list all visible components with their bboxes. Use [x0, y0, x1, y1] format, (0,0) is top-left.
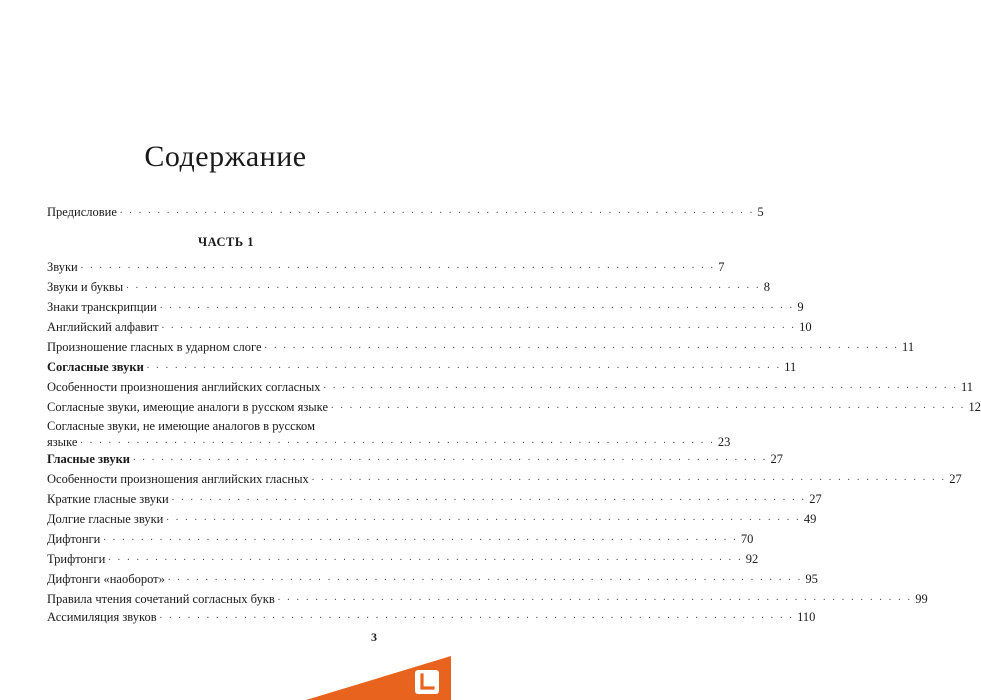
- toc-leader-dots: . . . . . . . . . . . . . . . . . . . . . . . . . . . . . . . . . . . . . . . . . . . . . . . . . . . . . . . . . . . . . . . . . . . .: [166, 512, 801, 523]
- toc-leader-dots: . . . . . . . . . . . . . . . . . . . . . . . . . . . . . . . . . . . . . . . . . . . . . . . . . . . . . . . . . . . . . . . . . . . .: [80, 435, 715, 446]
- toc-entry-label: Согласные звуки: [47, 360, 144, 374]
- toc-leader-dots: . . . . . . . . . . . . . . . . . . . . . . . . . . . . . . . . . . . . . . . . . . . . . . . . . . . . . . . . . . . . . . . . . . . .: [80, 260, 716, 271]
- toc-entry-page: 27: [949, 472, 962, 486]
- toc-entry-label: Согласные звуки, имеющие аналоги в русском языке: [47, 400, 328, 414]
- toc-entry-page: 49: [803, 512, 817, 526]
- toc-entry-page: 95: [805, 572, 818, 586]
- toc-entry-label: Произношение гласных в ударном слоге: [47, 340, 262, 354]
- toc-entry-label: Согласные звуки, не имеющие аналогов в русском: [47, 419, 315, 433]
- toc-entry-page: 8: [763, 280, 770, 294]
- toc-leader-dots: . . . . . . . . . . . . . . . . . . . . . . . . . . . . . . . . . . . . . . . . . . . . . . . . . . . . . . . . . . . . . . . . . . . .: [264, 340, 900, 351]
- toc-entry-label: Особенности произношения английских гласных: [47, 472, 309, 486]
- toc-entry[interactable]: [47, 299, 804, 315]
- toc-entry[interactable]: [47, 531, 754, 547]
- toc-leader-dots: . . . . . . . . . . . . . . . . . . . . . . . . . . . . . . . . . . . . . . . . . . . . . . . . . . . . . . . . . . . . . . . . . . . .: [103, 532, 738, 543]
- toc-entry-page: 9: [797, 300, 804, 314]
- toc-leader-dots: . . . . . . . . . . . . . . . . . . . . . . . . . . . . . . . . . . . . . . . . . . . . . . . . . . . . . . . . . . . . . . . . . . . .: [171, 492, 807, 503]
- toc-entry-label: Звуки и буквы: [47, 280, 124, 294]
- toc-entry[interactable]: [47, 551, 759, 567]
- toc-entry-label: Краткие гласные звуки: [47, 492, 169, 506]
- toc-entry-label: Знаки транскрипции: [47, 300, 157, 314]
- toc-entry-label: Правила чтения сочетаний согласных букв: [47, 592, 275, 606]
- toc-leader-dots: . . . . . . . . . . . . . . . . . . . . . . . . . . . . . . . . . . . . . . . . . . . . . . . . . . . . . . . . . . . . . . . . . . . .: [161, 320, 797, 331]
- toc-entry[interactable]: [47, 471, 962, 487]
- toc-entry-label: Дифтонги: [47, 532, 101, 546]
- toc-entry-page: 27: [770, 452, 783, 466]
- toc-leader-dots: . . . . . . . . . . . . . . . . . . . . . . . . . . . . . . . . . . . . . . . . . . . . . . . . . . . . . . . . . . . . . . . . . . . .: [167, 572, 803, 583]
- toc-entry-intro[interactable]: [47, 204, 764, 220]
- toc-entry[interactable]: [47, 319, 812, 335]
- toc-entry-label: Особенности произношения английских согласных: [47, 380, 321, 394]
- toc-entry-page: 110: [797, 610, 816, 624]
- toc-entry-label: Звуки: [47, 260, 78, 274]
- toc-leader-dots: . . . . . . . . . . . . . . . . . . . . . . . . . . . . . . . . . . . . . . . . . . . . . . . . . . . . . . . . . . . . . . . . . . . .: [277, 592, 913, 603]
- toc-entry-label: Английский алфавит: [47, 320, 159, 334]
- toc-entry-page: 92: [745, 552, 759, 566]
- toc-entry[interactable]: [47, 511, 817, 527]
- page-title: Содержание: [144, 140, 307, 173]
- toc-entry[interactable]: [47, 418, 731, 450]
- toc-entry-page: 10: [799, 320, 812, 334]
- toc-entry-label-continued: языке: [47, 435, 78, 449]
- toc-entry[interactable]: [47, 399, 981, 415]
- toc-leader-dots: . . . . . . . . . . . . . . . . . . . . . . . . . . . . . . . . . . . . . . . . . . . . . . . . . . . . . . . . . . . . . . . . . . . .: [311, 472, 947, 483]
- toc-entry[interactable]: [47, 609, 816, 625]
- toc-leader-dots: . . . . . . . . . . . . . . . . . . . . . . . . . . . . . . . . . . . . . . . . . . . . . . . . . . . . . . . . . . . . . . . . . . . .: [108, 552, 743, 563]
- toc-entry-label: Предисловие: [47, 205, 117, 219]
- toc-leader-dots: . . . . . . . . . . . . . . . . . . . . . . . . . . . . . . . . . . . . . . . . . . . . . . . . . . . . . . . . . . . . . . . . . . . .: [126, 280, 761, 291]
- toc-entry-label: Трифтонги: [47, 552, 106, 566]
- toc-entry-page: 11: [961, 380, 974, 394]
- toc-entry-line2: [47, 434, 731, 450]
- toc-leader-dots: . . . . . . . . . . . . . . . . . . . . . . . . . . . . . . . . . . . . . . . . . . . . . . . . . . . . . . . . . . . . . . . . . . . .: [159, 300, 795, 311]
- toc-entry[interactable]: [47, 571, 818, 587]
- toc-leader-dots: . . . . . . . . . . . . . . . . . . . . . . . . . . . . . . . . . . . . . . . . . . . . . . . . . . . . . . . . . . . . . . . . . . . .: [146, 360, 782, 371]
- toc-entry[interactable]: [47, 279, 770, 295]
- toc-leader-dots: . . . . . . . . . . . . . . . . . . . . . . . . . . . . . . . . . . . . . . . . . . . . . . . . . . . . . . . . . . . . . . . . . . . .: [331, 400, 966, 411]
- toc-entry-page: 70: [740, 532, 754, 546]
- litres-logo-icon: [306, 656, 451, 700]
- toc-entry[interactable]: [47, 379, 974, 395]
- toc-section-vowels[interactable]: [47, 451, 783, 467]
- toc-entry-page: 11: [902, 340, 915, 354]
- toc-section-consonants[interactable]: [47, 359, 797, 375]
- toc-entry-page: 7: [718, 260, 725, 274]
- toc-entry[interactable]: [47, 491, 822, 507]
- page-number: 3: [371, 630, 377, 644]
- toc-entry-label: Гласные звуки: [47, 452, 130, 466]
- toc-entry[interactable]: [47, 339, 915, 355]
- toc-entry-label: Долгие гласные звуки: [47, 512, 164, 526]
- toc-entry-page: 11: [784, 360, 797, 374]
- toc-entry-label: Дифтонги «наоборот»: [47, 572, 165, 586]
- toc-entry-page: 5: [757, 205, 764, 219]
- toc-entry-page: 99: [915, 592, 928, 606]
- toc-leader-dots: . . . . . . . . . . . . . . . . . . . . . . . . . . . . . . . . . . . . . . . . . . . . . . . . . . . . . . . . . . . . . . . . . . . .: [133, 452, 768, 463]
- toc-entry-page: 23: [717, 435, 731, 449]
- toc-entry-page: 27: [809, 492, 822, 506]
- toc-entry-page: 12: [968, 400, 981, 414]
- toc-leader-dots: . . . . . . . . . . . . . . . . . . . . . . . . . . . . . . . . . . . . . . . . . . . . . . . . . . . . . . . . . . . . . . . . . . . .: [323, 380, 959, 391]
- toc-leader-dots: . . . . . . . . . . . . . . . . . . . . . . . . . . . . . . . . . . . . . . . . . . . . . . . . . . . . . . . . . . . . . . . . . . . .: [119, 205, 755, 216]
- part-heading: ЧАСТЬ 1: [197, 235, 255, 249]
- toc-entry[interactable]: [47, 259, 725, 275]
- toc-leader-dots: . . . . . . . . . . . . . . . . . . . . . . . . . . . . . . . . . . . . . . . . . . . . . . . . . . . . . . . . . . . . . . . . . . . .: [159, 610, 795, 621]
- toc-entry[interactable]: [47, 591, 928, 607]
- toc-entry-label: Ассимиляция звуков: [47, 610, 157, 624]
